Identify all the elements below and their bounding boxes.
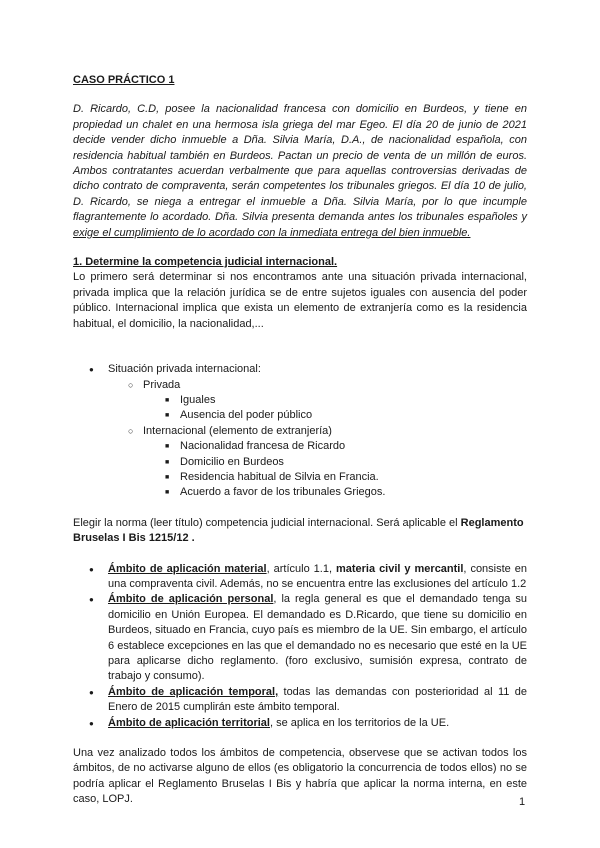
ambito-text: , consiste en una compraventa civil. Además, no se encuentra entre las exclusiones del artículo 1.2	[108, 562, 527, 590]
spacer	[73, 347, 527, 362]
ambito-text: , se aplica en los territorios de la UE.	[269, 716, 450, 729]
outline-sublist	[73, 378, 527, 393]
spacer	[73, 731, 527, 746]
ambito-heading: Ámbito de aplicación material	[108, 562, 267, 575]
ambito-text: , artículo 1.1,	[266, 562, 336, 575]
ambito-heading: Ámbito de aplicación temporal,	[108, 685, 279, 698]
norma-paragraph	[73, 516, 527, 547]
ambito-text: todas las demandas con posterioridad al 11 de Enero de 2015 cumplirán este ámbito temporal.	[108, 685, 527, 714]
spacer	[73, 332, 527, 347]
ambito-bold: materia civil y mercantil	[335, 562, 464, 575]
list-item: ■ Nacionalidad francesa de Ricardo	[73, 439, 527, 454]
list-item: ■ Residencia habitual de Silvia en Francia.	[73, 470, 527, 485]
ambito-territorial	[73, 716, 527, 731]
spacer	[73, 501, 527, 516]
ambito-temporal	[73, 685, 527, 716]
outline-sublist	[73, 424, 527, 439]
norma-regulation: Reglamento Bruselas I Bis 1215/12	[73, 516, 524, 545]
page-content	[73, 73, 527, 808]
ambito-material	[73, 562, 527, 593]
norma-text: Elegir la norma (leer título) competencia judicial internacional. Será aplicable el	[73, 516, 461, 529]
outline-root: ● Situación privada internacional:	[73, 362, 527, 377]
case-text-underlined: exige el cumplimiento de lo acordado con la inmediata entrega del bien inmueble.	[73, 226, 471, 239]
case-text-main: D. Ricardo, C.D, posee la nacionalidad francesa con domicilio en Burdeos, y tiene en propiedad un chalet en una hermosa isla griega del mar Egeo. El día 20 de junio de 2021 decide vender dicho inmueble a Dña. Silvia María, D.A., de nacionalidad española, con residencia habitual también en Burdeos. Pactan un precio de venta de un millón de euros. Ambos contratantes acuerdan verbalmente que para aquellas controversias derivadas de dicho contrato de compraventa, serán competentes los tribunales griegos. El día 10 de julio, D. Ricardo, se niega a entregar el inmueble a Dña. Silvia María, por lo que incumple flagrantemente lo acordado. Dña. Silvia presenta demanda antes los tribunales españoles y	[73, 103, 527, 224]
outline-privada: ○ Privada	[73, 378, 527, 393]
ambito-text: , la regla general es que el demandado tenga su domicilio en Unión Europea. El demandado es D.Ricardo, que tiene su domicilio en Burdeos, situado en Francia, cuyo país es miembro de la UE. Sin embargo, el artículo 6 establece excepciones en las que el demandado no es necesario que esté en la UE para aplicarse dicho reglamento. (foro exclusivo, sumisión expresa, contrato de trabajo y consumo).	[108, 593, 527, 683]
ambito-personal	[73, 592, 527, 684]
spacer	[73, 547, 527, 562]
conclusion-paragraph: Una vez analizado todos los ámbitos de competencia, observese que se activan todos los ámbitos, de no activarse alguno de ellos (es obligatorio la concurrencia de todos ellos) no se podría aplicar el Reglamento Bruselas I Bis y habría que aplicar la norma interna, en este caso, LOPJ.	[73, 747, 527, 806]
intro-paragraph: Lo primero será determinar si nos encontramos ante una situación privada internacional, privada implica que la relación jurídica se de entre sujetos iguales con ausencia del poder público. Internacional implica que exista un elemento de extranjería como es la residencia habitual, el domicilio, la nacionalidad,...	[73, 271, 527, 330]
case-statement	[73, 102, 527, 241]
page-number: 1	[519, 796, 526, 808]
outline-list	[73, 362, 527, 377]
ambitos-list	[73, 562, 527, 731]
internacional-items	[73, 439, 527, 501]
list-item: ■ Domicilio en Burdeos	[73, 455, 527, 470]
ambito-heading: Ámbito de aplicación territorial	[108, 716, 270, 729]
list-item: ■ Iguales	[73, 393, 527, 408]
list-item: ■ Ausencia del poder público	[73, 408, 527, 423]
list-item: ■ Acuerdo a favor de los tribunales Griegos.	[73, 485, 527, 500]
norma-end: .	[188, 532, 195, 545]
ambito-heading: Ámbito de aplicación personal	[108, 593, 274, 606]
privada-items	[73, 393, 527, 424]
outline-internacional: ○ Internacional (elemento de extranjería)	[73, 424, 527, 439]
document-title: CASO PRÁCTICO 1	[73, 74, 175, 86]
section-heading: 1. Determine la competencia judicial internacional.	[73, 256, 338, 269]
